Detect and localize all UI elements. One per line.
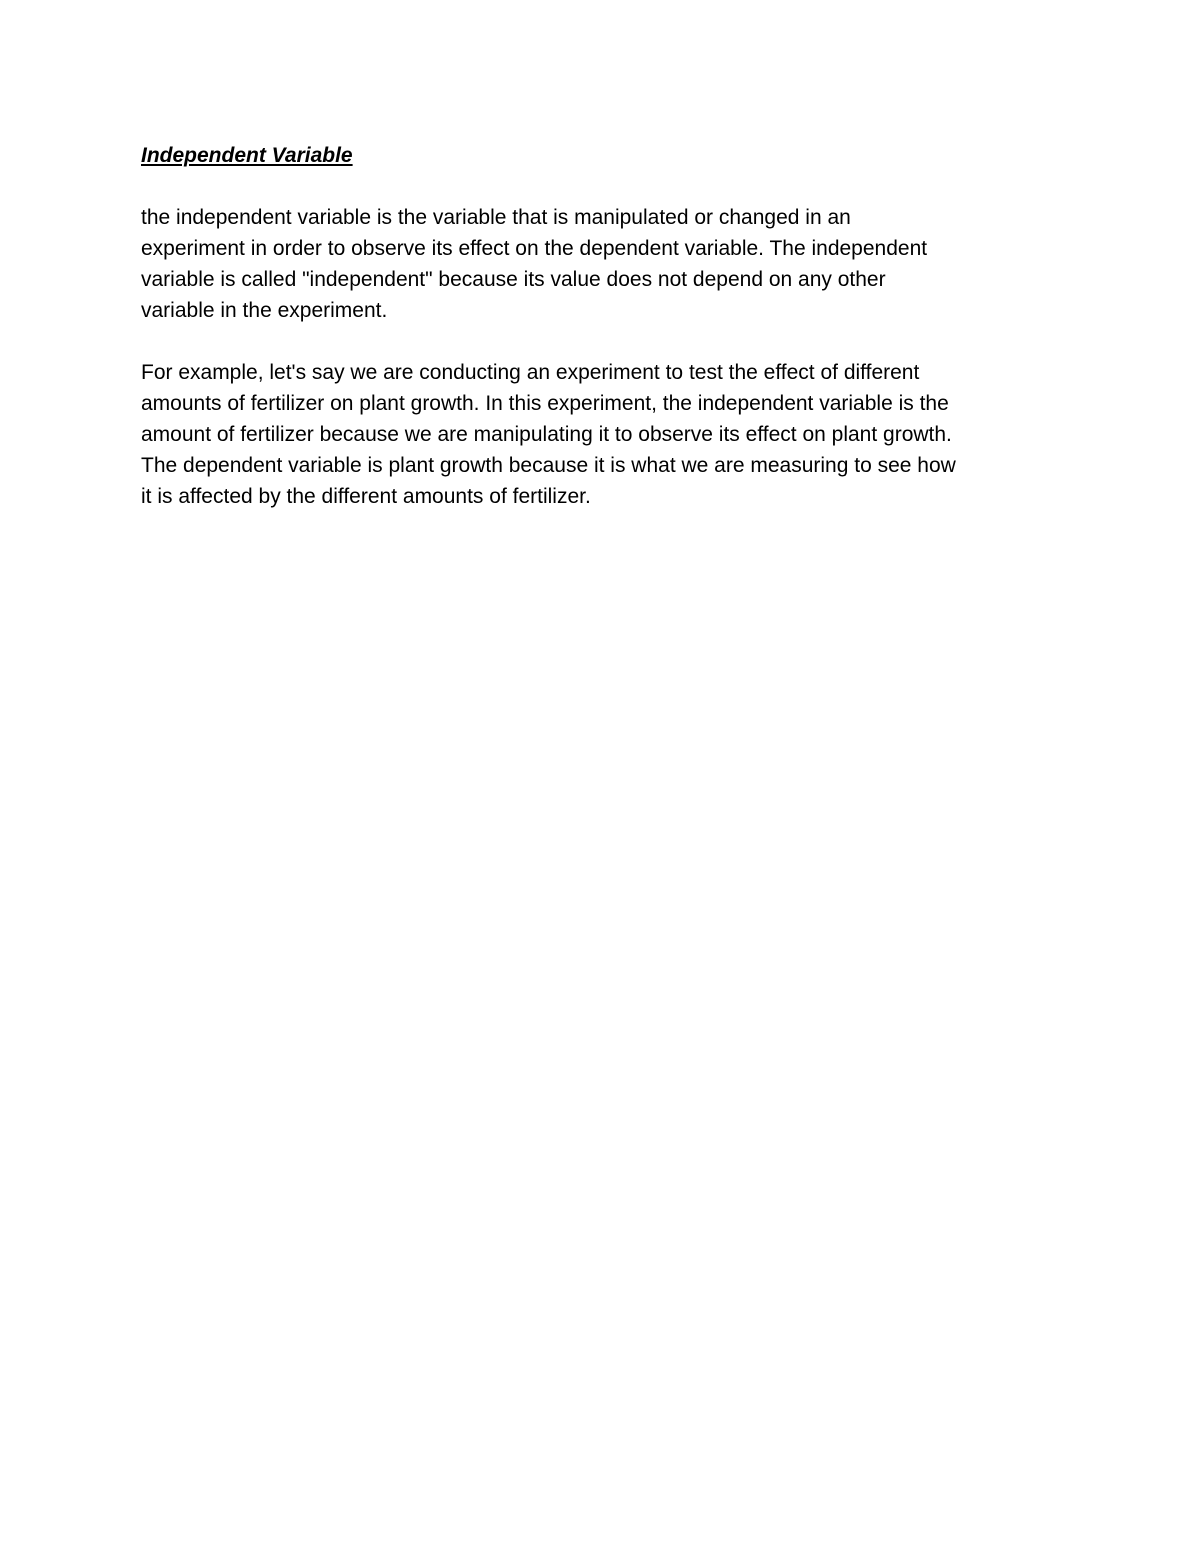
paragraph-line: amount of fertilizer because we are manipulating it to observe its effect on plant growth. <box>141 423 952 446</box>
paragraph-line: amounts of fertilizer on plant growth. In this experiment, the independent variable is the <box>141 392 949 415</box>
paragraph-line: variable is called "independent" because its value does not depend on any other <box>141 268 886 291</box>
document-body <box>141 140 1071 543</box>
paragraph-definition <box>141 202 1071 326</box>
paragraph-line: variable in the experiment. <box>141 299 388 322</box>
paragraph-line: For example, let's say we are conducting an experiment to test the effect of different <box>141 361 920 384</box>
paragraph-line: it is affected by the different amounts of fertilizer. <box>141 485 591 508</box>
paragraph-line: The dependent variable is plant growth because it is what we are measuring to see how <box>141 454 956 477</box>
paragraph-example <box>141 357 1071 512</box>
paragraph-line: experiment in order to observe its effect on the dependent variable. The independent <box>141 237 928 260</box>
document-heading: Independent Variable <box>141 144 353 167</box>
paragraph-line: the independent variable is the variable that is manipulated or changed in an <box>141 206 851 229</box>
